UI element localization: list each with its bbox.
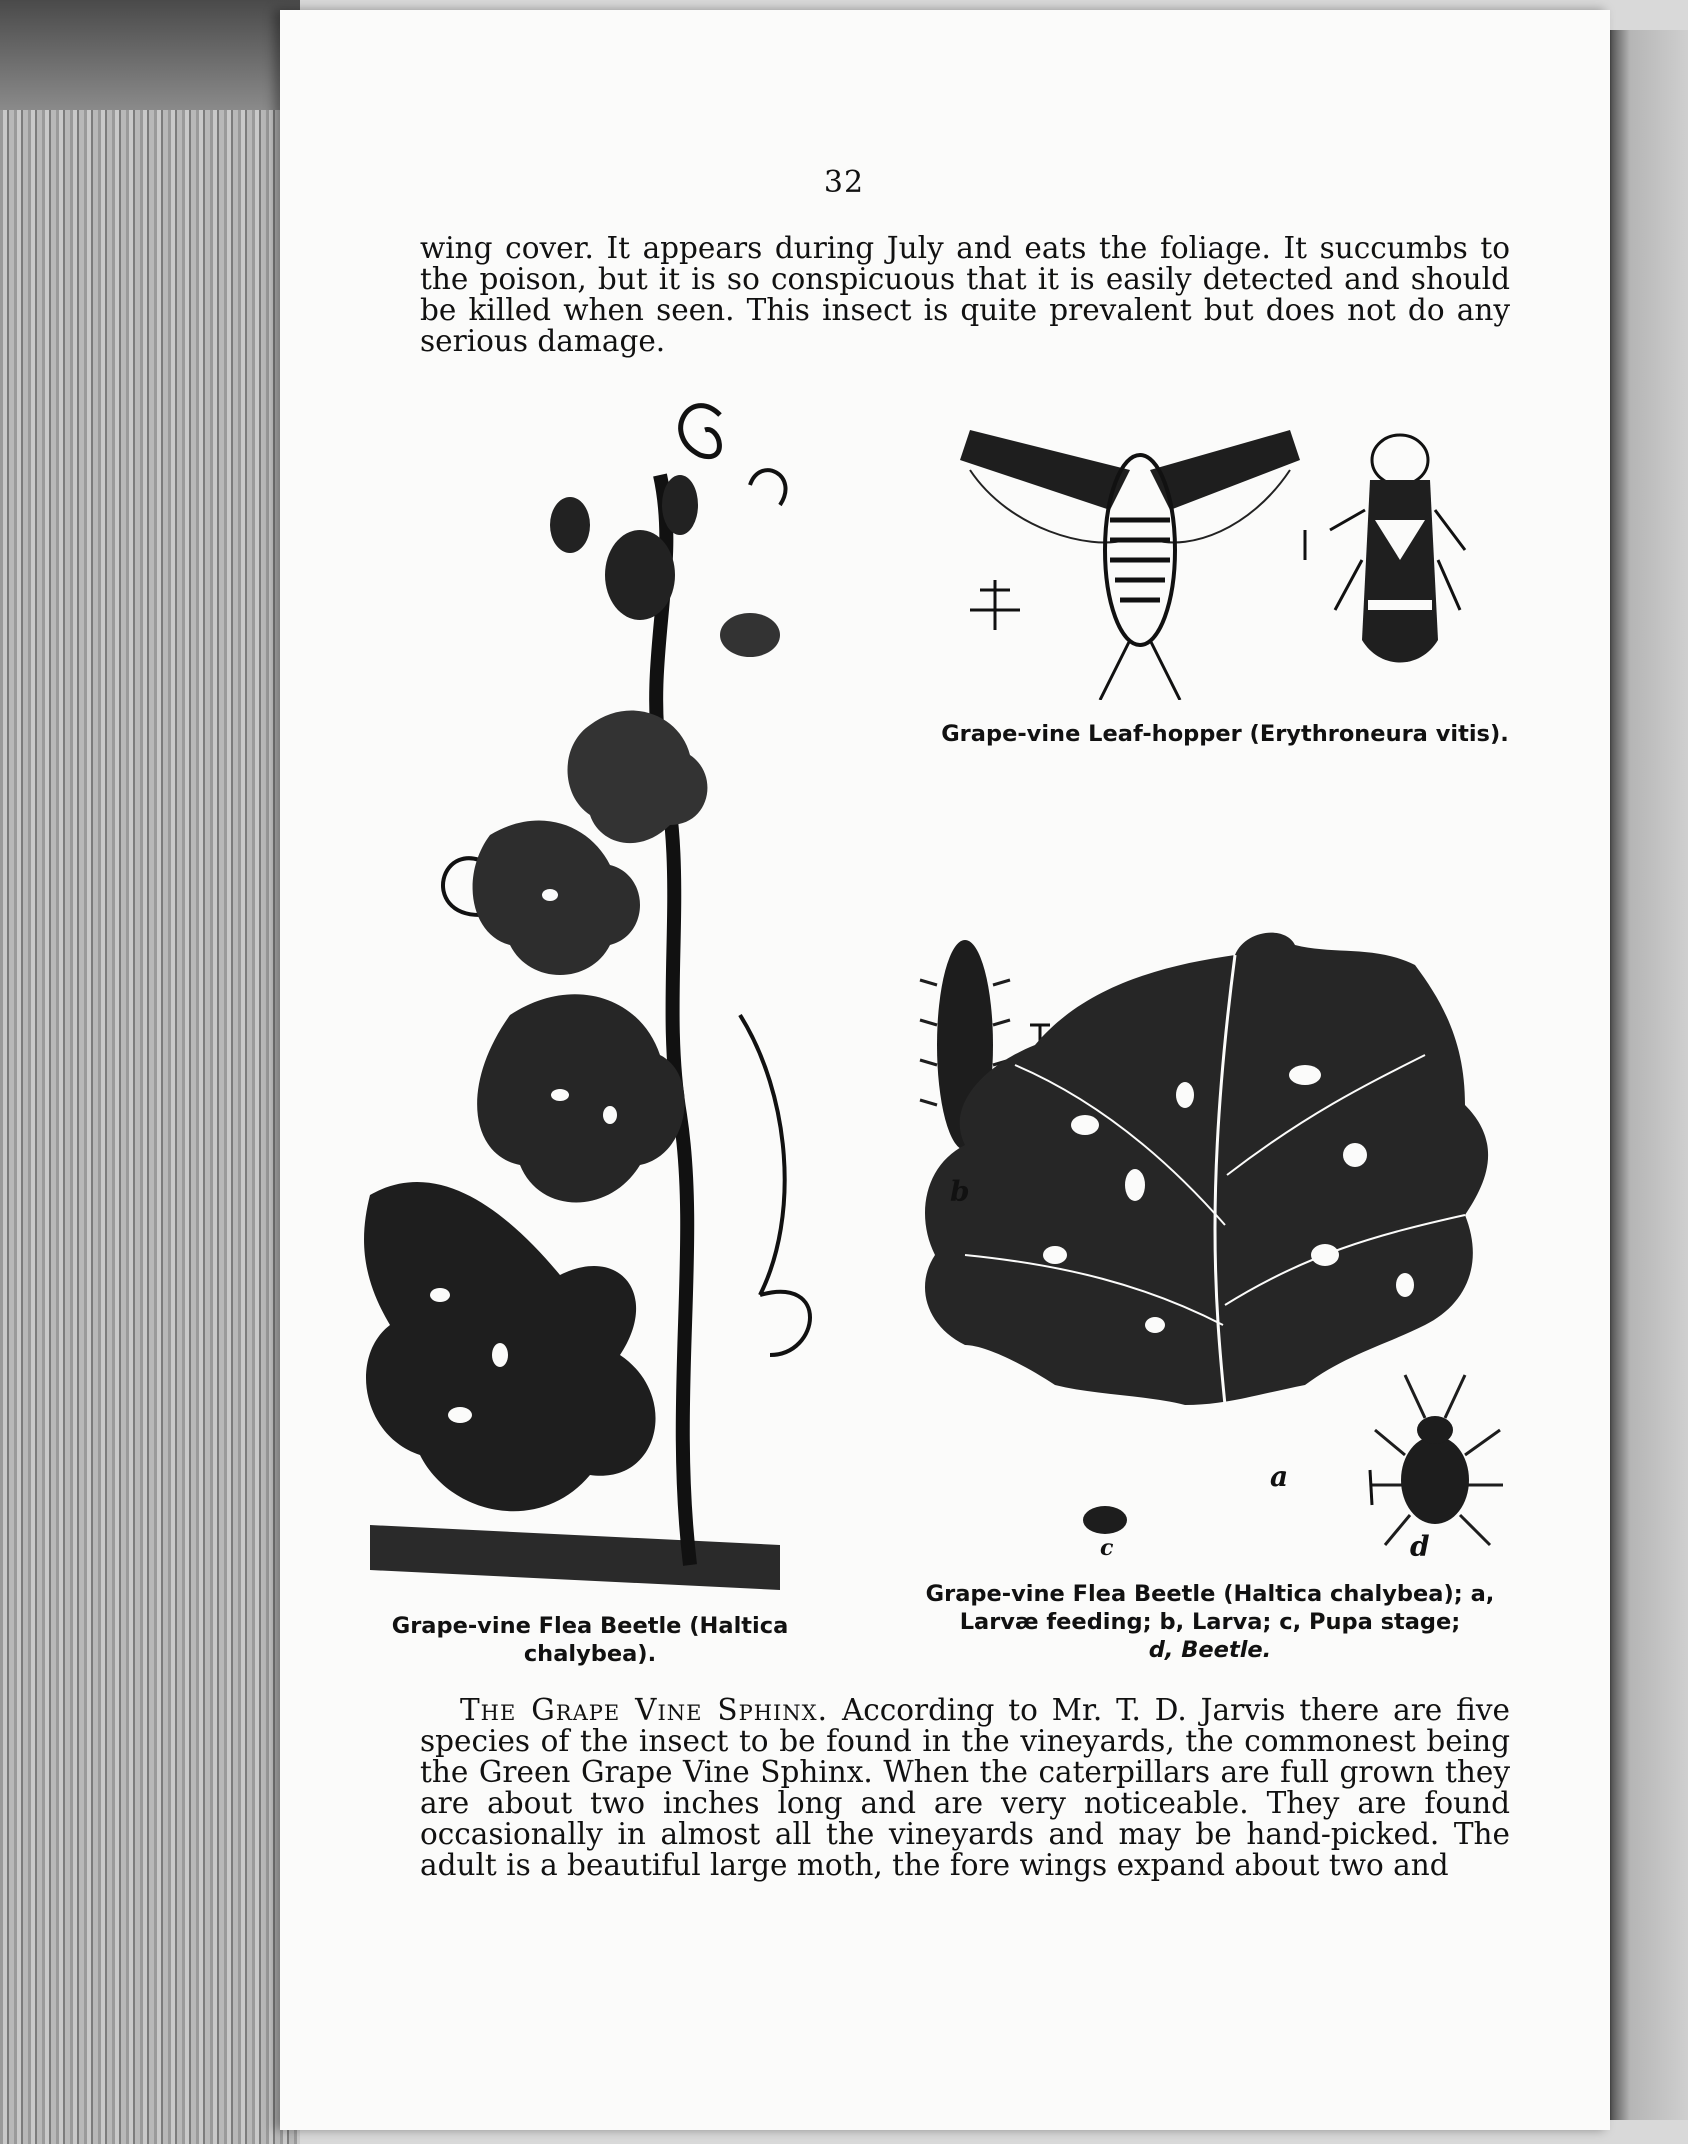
sphinx-text: According to Mr. T. D. Jarvis there are five species of the insect to be found in the vineyards, the commonest being the Green Grape Vine Sphinx. When the caterpillars are full grown they are about two inches long and are very noticeable. They are found occasionally in almost all the vineyards and may be hand-picked. The adult is a beautiful large moth, the fore wings expand about two and	[420, 1693, 1510, 1882]
figure-label-a: a	[1270, 1460, 1289, 1493]
flea-beetle-vine-caption	[360, 1612, 820, 1668]
flea-beetle-leaf-caption-line3: d, Beetle.	[1148, 1637, 1272, 1663]
flea-beetle-leaf-caption-line2: Larvæ feeding; b, Larva; c, Pupa stage;	[959, 1609, 1461, 1635]
flea-beetle-vine-caption-line1: Grape-vine Flea Beetle (Haltica	[391, 1613, 789, 1639]
book-page-edges	[0, 0, 300, 2144]
leaf-hopper-illustration	[950, 410, 1470, 700]
flea-beetle-vine-caption-line2: chalybea).	[523, 1641, 657, 1667]
figure-label-b: b	[950, 1175, 970, 1208]
leaf-hopper-caption: Grape-vine Leaf-hopper (Erythroneura vitis).	[941, 721, 1509, 747]
flea-beetle-leaf-caption-line1: Grape-vine Flea Beetle (Haltica chalybea); a,	[925, 1581, 1495, 1607]
grape-vine-illustration	[360, 395, 830, 1610]
figure-label-c: c	[1100, 1535, 1114, 1561]
figure-label-d: d	[1410, 1530, 1430, 1563]
bottom-paragraph	[420, 1695, 1510, 1881]
flea-beetle-leaf-illustration	[905, 925, 1525, 1565]
page-number: 32	[823, 165, 865, 200]
sphinx-heading: The Grape Vine Sphinx.	[460, 1693, 829, 1727]
top-paragraph: wing cover. It appears during July and eats the foliage. It succumbs to the poison, but it is so conspicuous that it is easily detected and should be killed when seen. This insect is quite prevalent but does not do any serious damage.	[420, 231, 1510, 358]
flea-beetle-leaf-caption	[885, 1580, 1535, 1664]
